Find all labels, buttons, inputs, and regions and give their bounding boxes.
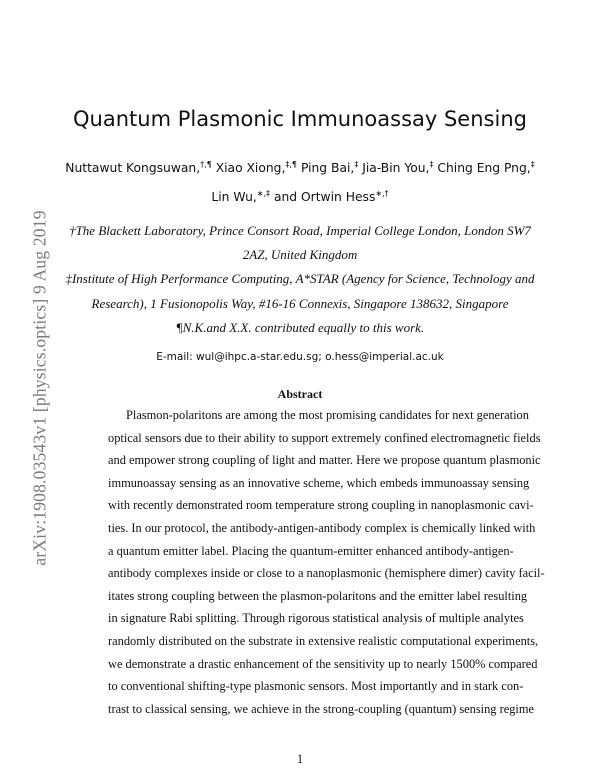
abstract-line: Plasmon-polaritons are among the most promising candidates for next generation [126,408,529,422]
author: Ping Bai,‡ [300,160,359,176]
author: Nuttawut Kongsuwan,†,¶ [65,160,212,176]
affiliation-line: †The Blackett Laboratory, Prince Consort Road, Imperial College London, London SW7 [69,223,531,238]
affiliation-line: Research), 1 Fusionopolis Way, #16-16 Connexis, Singapore 138632, Singapore [91,296,509,311]
affiliation-line: 2AZ, United Kingdom [242,247,358,262]
abstract-line: we demonstrate a drastic enhancement of the sensitivity up to nearly 1500% compared [108,656,538,671]
author: Ching Eng Png,‡ [437,160,535,176]
author: Xiao Xiong,‡,¶ [215,160,298,176]
author: Lin Wu,∗,‡ [211,189,271,205]
abstract-line: itates strong coupling between the plasmon-polaritons and the emitter label resulting [108,588,528,603]
paper-title: Quantum Plasmonic Immunoassay Sensing [73,107,527,131]
contact-email: E-mail: wul@ihpc.a-star.edu.sg; o.hess@imperial.ac.uk [156,351,444,363]
authors-line-2 [0,189,600,204]
abstract-line: to conventional shifting-type plasmonic sensors. Most importantly and in stark con- [108,679,524,694]
abstract-line: and empower strong coupling of light and matter. Here we propose quantum plasmonic [108,453,541,468]
author: and Ortwin Hess∗,† [273,189,389,205]
abstract-line: optical sensors due to their ability to support extremely confined electromagnetic fields [108,430,541,445]
author: Jia-Bin You,‡ [362,160,434,176]
abstract-line: ties. In our protocol, the antibody-antigen-antibody complex is chemically linked with [108,520,536,535]
abstract-line: with recently demonstrated room temperature strong coupling in nanoplasmonic cavi- [108,498,534,513]
page-number: 1 [296,752,304,766]
abstract-line: trast to classical sensing, we achieve in the strong-coupling (quantum) sensing regime [108,701,534,716]
abstract-line: antibody complexes inside or close to a nanoplasmonic (hemisphere dimer) cavity facil- [108,566,545,581]
abstract-heading: Abstract [277,387,323,401]
affiliation-line: ‡Institute of High Performance Computing, A*STAR (Agency for Science, Technology and [65,271,535,286]
abstract-line: immunoassay sensing as an innovative scheme, which embeds immunoassay sensing [108,475,530,490]
arxiv-stamp: arXiv:1908.03543v1 [physics.optics] 9 Aug 2019 [29,210,50,566]
abstract-line: randomly distributed on the substrate in extensive realistic computational experiments, [108,633,539,648]
abstract-line: a quantum emitter label. Placing the quantum-emitter enhanced antibody-antigen- [108,543,514,558]
abstract-line: in signature Rabi splitting. Through rigorous statistical analysis of multiple analytes [108,611,524,626]
authors-line-1 [0,160,600,175]
abstract-body [108,404,545,720]
equal-contribution-note: ¶N.K.and X.X. contributed equally to this work. [175,320,425,335]
